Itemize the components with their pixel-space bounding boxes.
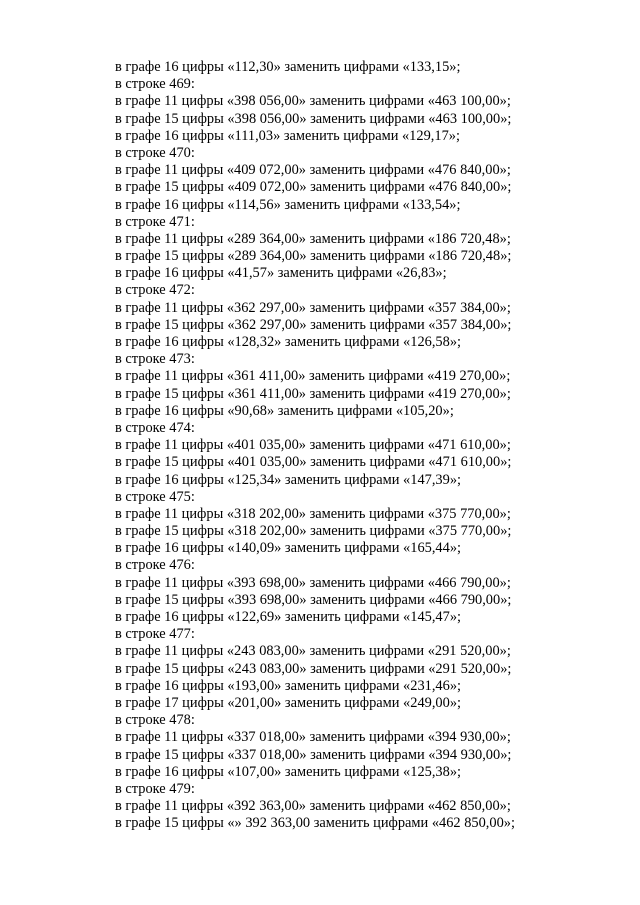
row-heading: в строке 471: [115,213,195,230]
row-heading: в строке 477: [115,626,195,643]
text-line: в графе 11 цифры «318 202,00» заменить цифрами «375 770,00»; [115,505,511,522]
text-line: в графе 11 цифры «398 056,00» заменить цифрами «463 100,00»; [115,93,511,110]
row-heading: в строке 476: [115,557,195,574]
text-line: в графе 16 цифры «114,56» заменить цифрами «133,54»; [115,196,461,213]
text-line: в графе 16 цифры «112,30» заменить цифрами «133,15»; [115,59,461,75]
text-line: в графе 15 цифры «393 698,00» заменить цифрами «466 790,00»; [115,591,512,608]
document-text [115,59,595,832]
text-line: в графе 16 цифры «41,57» заменить цифрами «26,83»; [115,265,447,282]
text-line: в графе 11 цифры «361 411,00» заменить цифрами «419 270,00»; [115,368,511,385]
text-line: в графе 15 цифры «401 035,00» заменить цифрами «471 610,00»; [115,454,512,471]
text-line: в графе 16 цифры «122,69» заменить цифрами «145,47»; [115,609,462,625]
text-line: в графе 15 цифры «243 083,00» заменить цифрами «291 520,00»; [115,660,512,677]
text-line: в графе 16 цифры «111,03» заменить цифрами «129,17»; [115,127,460,144]
row-heading: в строке 469: [115,76,195,93]
text-line: в графе 11 цифры «393 698,00» заменить цифрами «466 790,00»; [115,574,511,591]
text-line: в графе 15 цифры «» 392 363,00 заменить цифрами «462 850,00»; [115,815,515,832]
text-line: в графе 16 цифры «128,32» заменить цифрами «126,58»; [115,334,462,350]
row-heading: в строке 479: [115,780,195,797]
text-line: в графе 16 цифры «193,00» заменить цифрами «231,46»; [115,677,462,694]
text-line: в графе 16 цифры «125,34» заменить цифрами «147,39»; [115,471,462,488]
row-heading: в строке 478: [115,712,195,729]
row-heading: в строке 472: [115,282,195,299]
text-line: в графе 17 цифры «201,00» заменить цифрами «249,00»; [115,694,462,711]
text-line: в графе 15 цифры «398 056,00» заменить цифрами «463 100,00»; [115,110,512,127]
text-line: в графе 15 цифры «362 297,00» заменить цифрами «357 384,00»; [115,316,512,333]
text-line: в графе 15 цифры «289 364,00» заменить цифрами «186 720,48»; [115,248,512,265]
text-line: в графе 11 цифры «401 035,00» заменить цифрами «471 610,00»; [115,437,511,454]
text-line: в графе 15 цифры «337 018,00» заменить цифрами «394 930,00»; [115,746,512,763]
text-line: в графе 11 цифры «243 083,00» заменить цифрами «291 520,00»; [115,643,511,660]
text-line: в графе 15 цифры «318 202,00» заменить цифрами «375 770,00»; [115,523,512,540]
text-line: в графе 15 цифры «409 072,00» заменить цифрами «476 840,00»; [115,179,512,196]
row-heading: в строке 473: [115,351,195,368]
text-line: в графе 15 цифры «361 411,00» заменить цифрами «419 270,00»; [115,385,511,402]
row-heading: в строке 474: [115,419,195,436]
row-heading: в строке 475: [115,488,195,505]
text-line: в графе 11 цифры «409 072,00» заменить цифрами «476 840,00»; [115,162,511,179]
text-line: в графе 11 цифры «337 018,00» заменить цифрами «394 930,00»; [115,729,511,746]
text-line: в графе 16 цифры «140,09» заменить цифрами «165,44»; [115,540,462,557]
text-line: в графе 11 цифры «289 364,00» заменить цифрами «186 720,48»; [115,230,511,247]
row-heading: в строке 470: [115,144,195,161]
text-line: в графе 11 цифры «392 363,00» заменить цифрами «462 850,00»; [115,798,511,815]
text-line: в графе 16 цифры «90,68» заменить цифрами «105,20»; [115,402,454,419]
text-line: в графе 16 цифры «107,00» заменить цифрами «125,38»; [115,763,462,780]
text-line: в графе 11 цифры «362 297,00» заменить цифрами «357 384,00»; [115,299,511,316]
